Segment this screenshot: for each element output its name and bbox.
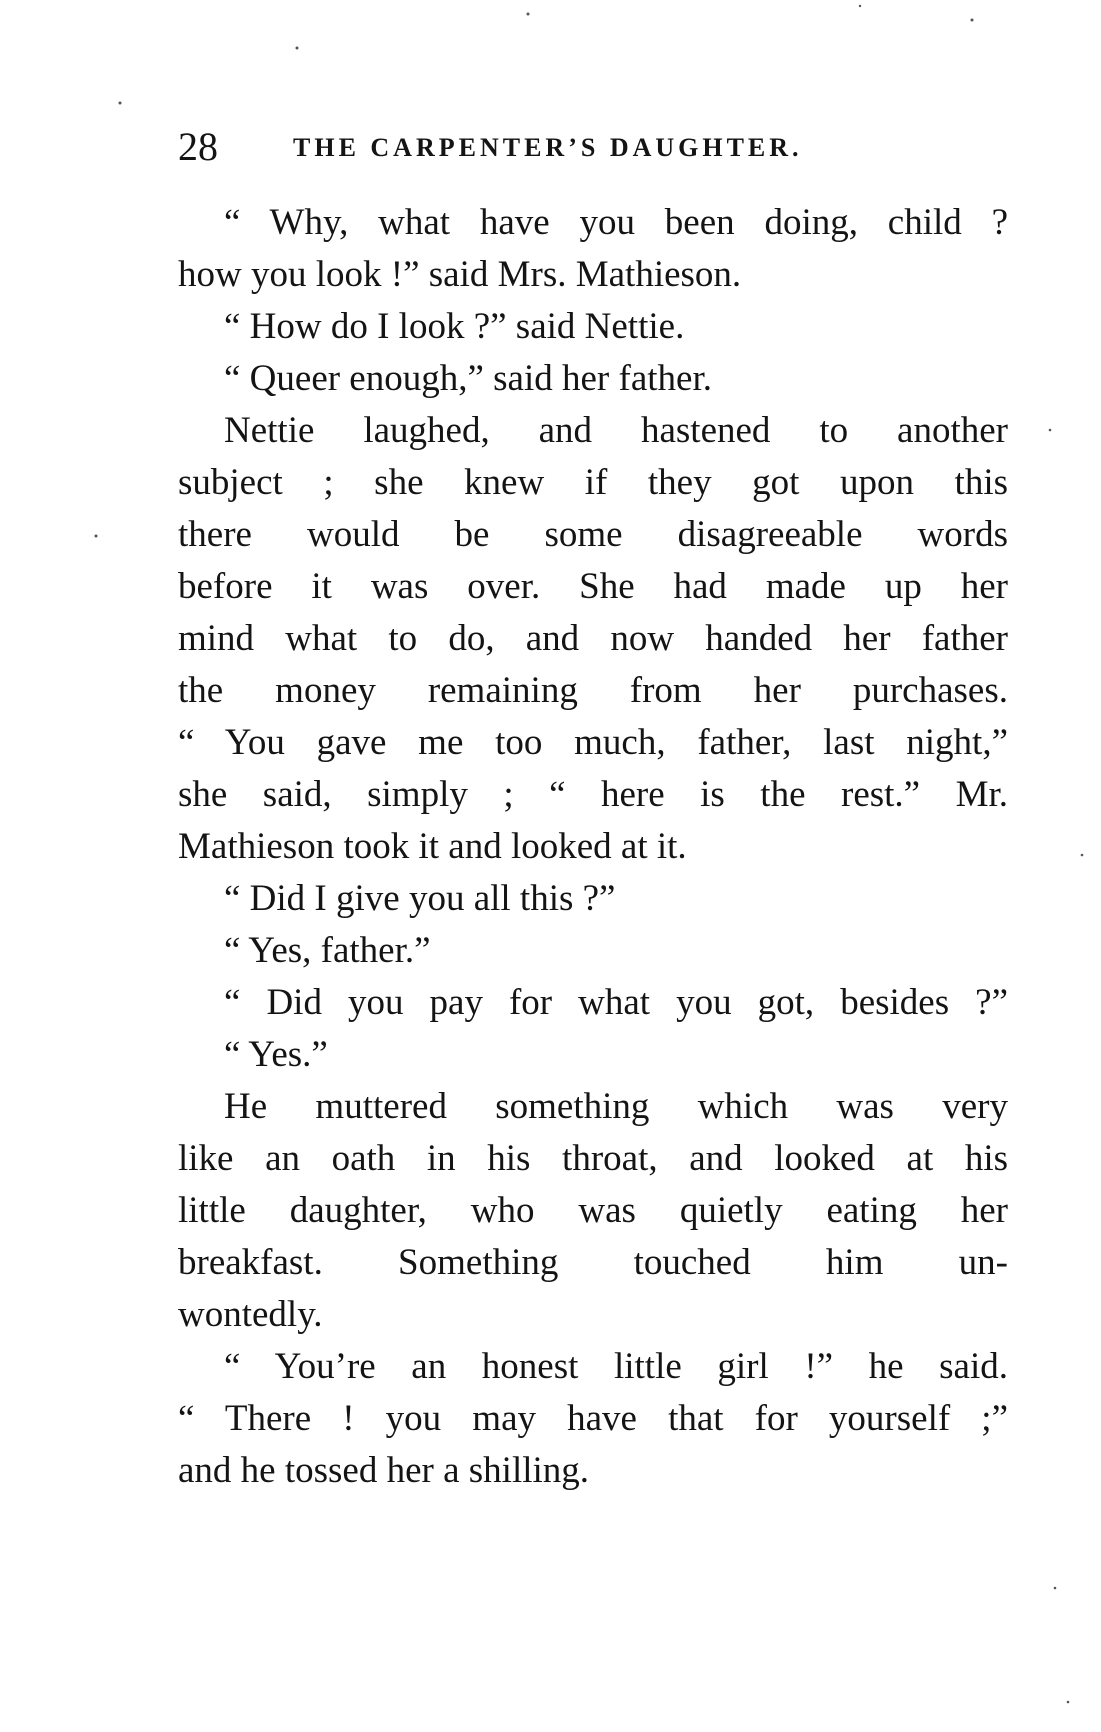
text-line: wontedly.: [178, 1294, 323, 1335]
text-line: before it was over. She had made up her: [178, 566, 1008, 607]
text-line: “ You gave me too much, father, last night,”: [178, 722, 1008, 763]
text-line: breakfast. Something touched him un-: [178, 1242, 1008, 1283]
page-header: [178, 122, 1008, 172]
text-line: Nettie laughed, and hastened to another: [224, 410, 1008, 451]
text-line: “ Why, what have you been doing, child ?: [224, 202, 1008, 243]
text-line: mind what to do, and now handed her father: [178, 618, 1008, 659]
text-line: like an oath in his throat, and looked at his: [178, 1138, 1008, 1179]
text-line: how you look !” said Mrs. Mathieson.: [178, 254, 742, 295]
text-line: “ There ! you may have that for yourself ;”: [178, 1398, 1008, 1439]
text-line: and he tossed her a shilling.: [178, 1450, 590, 1491]
page-number: 28: [178, 124, 218, 169]
text-line: “ Yes, father.”: [224, 930, 431, 971]
text-line: “ How do I look ?” said Nettie.: [224, 306, 685, 347]
text-line: “ You’re an honest little girl !” he said.: [224, 1346, 1008, 1387]
text-line: “ Did I give you all this ?”: [224, 878, 616, 919]
text-line: she said, simply ; “ here is the rest.” Mr.: [178, 774, 1008, 815]
text-line: “ Queer enough,” said her father.: [224, 358, 712, 399]
text-line: there would be some disagreeable words: [178, 514, 1008, 555]
text-line: He muttered something which was very: [224, 1086, 1008, 1127]
text-line: the money remaining from her purchases.: [178, 670, 1008, 711]
text-line: Mathieson took it and looked at it.: [178, 826, 687, 867]
text-line: “ Yes.”: [224, 1034, 328, 1075]
text-line: subject ; she knew if they got upon this: [178, 462, 1008, 503]
running-title: THE CARPENTER’S DAUGHTER.: [293, 133, 803, 162]
text-line: little daughter, who was quietly eating her: [178, 1190, 1008, 1231]
body-text: [178, 197, 1008, 1497]
text-line: “ Did you pay for what you got, besides ?”: [224, 982, 1008, 1023]
